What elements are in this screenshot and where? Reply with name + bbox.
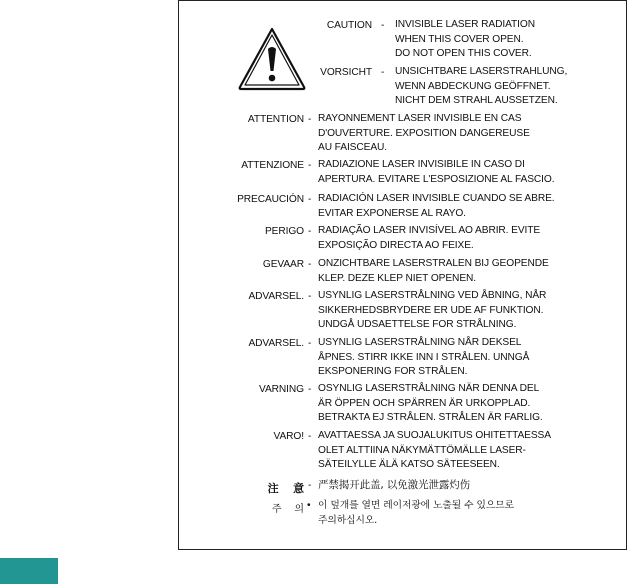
vorsicht-text: UNSICHTBARE LASERSTRAHLUNG, WENN ABDECKUNG GEÖFFNET. NICHT DEM STRAHL AUSSETZEN.: [395, 66, 568, 107]
gevaar-separator: -: [308, 259, 312, 270]
caution-label: CAUTION: [326, 20, 372, 31]
advarsel-no-separator: -: [308, 338, 312, 349]
precaucion-label: PRECAUCIÓN: [237, 194, 304, 205]
advarsel-no-text: USYNLIG LASERSTRÅLNING NÅR DEKSEL ÅPNES. STIRR IKKE INN I STRÅLEN. UNNGÅ EKSPONERING FOR STRÅLEN.: [318, 337, 530, 378]
precaucion-text: RADIACIÓN LASER INVISIBLE CUANDO SE ABRE. EVITAR EXPONERSE AL RAYO.: [318, 193, 555, 219]
attention-text: RAYONNEMENT LASER INVISIBLE EN CAS D'OUVERTURE. EXPOSITION DANGEREUSE AU FAISCEAU.: [318, 113, 530, 154]
varo-text: AVATTAESSA JA SUOJALUKITUS OHITETTAESSA OLET ALTTIINA NÄKYMÄTTÖMÄLLE LASER- SÄTEILYLLE ÄLÄ KATSO SÄTEESEEN.: [318, 430, 551, 471]
perigo-label: PERIGO: [264, 226, 304, 237]
korean-separator: •: [307, 500, 311, 511]
advarsel-dk-text: USYNLIG LASERSTRÅLNING VED ÅBNING, NÅR SIKKERHEDSBRYDERE ER UDE AF FUNKTION. UNDGÅ UDSAETTELSE FOR STRÅLNING.: [318, 290, 547, 331]
precaucion-separator: -: [308, 194, 312, 205]
vorsicht-separator: -: [381, 67, 385, 78]
warning-triangle-icon: [236, 25, 308, 93]
korean-text: 이 덮개를 열면 레이저광에 노출될 수 있으므로 주의하십시오.: [318, 500, 514, 526]
gevaar-text: ONZICHTBARE LASERSTRALEN BIJ GEOPENDE KLEP. DEZE KLEP NIET OPENEN.: [318, 258, 549, 284]
chinese-text: 严禁揭开此盖, 以免激光泄露灼伤: [318, 479, 471, 491]
advarsel-dk-label: ADVARSEL.: [248, 291, 304, 302]
chinese-separator: -: [308, 480, 312, 491]
varo-separator: -: [308, 431, 312, 442]
caution-text: INVISIBLE LASER RADIATION WHEN THIS COVER OPEN. DO NOT OPEN THIS COVER.: [395, 19, 535, 60]
advarsel-dk-separator: -: [308, 291, 312, 302]
caution-separator: -: [381, 20, 385, 31]
attention-label: ATTENTION: [247, 114, 304, 125]
varning-label: VARNING: [259, 384, 304, 395]
attention-separator: -: [308, 114, 312, 125]
perigo-separator: -: [308, 226, 312, 237]
attenzione-label: ATTENZIONE: [241, 160, 304, 171]
attenzione-separator: -: [308, 160, 312, 171]
perigo-text: RADIAÇÃO LASER INVISÍVEL AO ABRIR. EVITE EXPOSIÇÃO DIRECTA AO FEIXE.: [318, 225, 541, 251]
varning-text: OSYNLIG LASERSTRÅLNING NÄR DENNA DEL ÄR ÖPPEN OCH SPÄRREN ÄR URKOPPLAD. BETRAKTA EJ STRÅLEN. STRÅLEN ÄR FARLIG.: [318, 383, 543, 424]
gevaar-label: GEVAAR: [262, 259, 304, 270]
attenzione-text: RADIAZIONE LASER INVISIBILE IN CASO DI APERTURA. EVITARE L'ESPOSIZIONE AL FASCIO.: [318, 159, 555, 185]
varning-separator: -: [308, 384, 312, 395]
korean-label: 주 의: [271, 504, 304, 515]
page-tab-accent: [0, 558, 58, 584]
chinese-label: 注 意: [267, 482, 304, 495]
vorsicht-label: VORSICHT: [320, 67, 372, 78]
advarsel-no-label: ADVARSEL.: [248, 338, 304, 349]
varo-label: VARO!: [273, 431, 304, 442]
